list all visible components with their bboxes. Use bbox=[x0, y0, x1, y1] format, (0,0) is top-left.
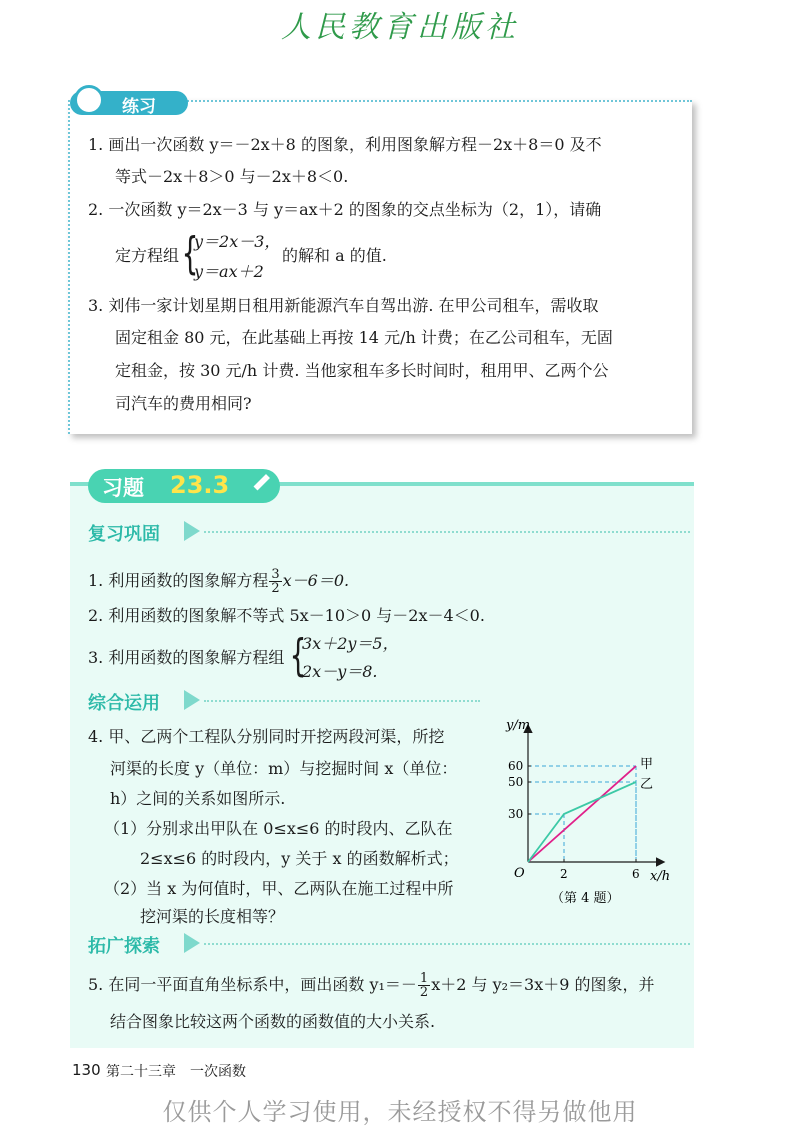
practice-q3-line2: 固定租金 80 元，在此基础上再按 14 元/h 计费；在乙公司租车，无固 bbox=[115, 328, 613, 347]
exercise-q5-line2: 结合图象比较这两个函数的函数值的大小关系. bbox=[110, 1012, 436, 1031]
exercise-q1-num: 3 bbox=[271, 567, 280, 582]
exercise-q4-line3: h）之间的关系如图所示. bbox=[110, 789, 286, 808]
origin-label: O bbox=[514, 866, 525, 881]
series-line-yi bbox=[528, 782, 636, 862]
exercise-q2: 2. 利用函数的图象解不等式 5x－10＞0 与－2x－4＜0. bbox=[88, 606, 485, 625]
system-brace: { bbox=[181, 228, 199, 279]
y-tick-label: 60 bbox=[508, 759, 524, 773]
y-tick-label: 30 bbox=[508, 807, 524, 821]
practice-q1-line2: 等式－2x＋8＞0 与－2x＋8＜0. bbox=[115, 167, 349, 186]
exercise-q1-suffix: x－6＝0. bbox=[282, 571, 350, 590]
chapter-title: 第二十三章 一次函数 bbox=[106, 1064, 246, 1080]
exercise-number: 23.3 bbox=[170, 471, 230, 499]
practice-icon bbox=[74, 85, 104, 115]
section-comprehensive-arrow bbox=[184, 690, 200, 710]
practice-q2-prefix: 定方程组 bbox=[115, 246, 180, 265]
exercise-q4-sub2-line1: （2）当 x 为何值时，甲、乙两队在施工过程中所 bbox=[104, 879, 454, 898]
exercise-q5-suffix: x＋2 与 y₂＝3x＋9 的图象，并 bbox=[431, 975, 655, 994]
exercise-q4-sub1-line1: （1）分别求出甲队在 0≤x≤6 的时段内、乙队在 bbox=[104, 819, 453, 838]
exercise-q4-line1: 4. 甲、乙两个工程队分别同时开挖两段河渠，所挖 bbox=[88, 727, 445, 746]
series-label-yi: 乙 bbox=[640, 777, 654, 792]
exercise-q3-eq2: 2x－y＝8. bbox=[302, 662, 378, 681]
section-review-heading: 复习巩固 bbox=[88, 524, 160, 545]
x-tick-label: 2 bbox=[560, 867, 568, 881]
page-number: 130 bbox=[72, 1061, 101, 1079]
y-tick-label: 50 bbox=[508, 775, 524, 789]
practice-q2-eq1: y＝2x－3， bbox=[194, 232, 281, 251]
exercise-q4-sub2-line2: 挖河渠的长度相等？ bbox=[140, 907, 285, 926]
pencil-icon bbox=[244, 470, 274, 500]
exercise-q5-num: 1 bbox=[419, 971, 429, 986]
section-extension-heading: 拓广探索 bbox=[88, 936, 160, 957]
exercise-q1 bbox=[88, 568, 349, 595]
practice-q1-line1: 1. 画出一次函数 y＝－2x＋8 的图象，利用图象解方程－2x＋8＝0 及不 bbox=[88, 135, 602, 154]
exercise-q5-fraction bbox=[418, 972, 430, 999]
section-comprehensive-divider bbox=[204, 700, 480, 702]
watermark: 仅供个人学习使用，未经授权不得另做他用 bbox=[162, 1098, 638, 1126]
exercise-q5-prefix: 5. 在同一平面直角坐标系中，画出函数 y₁＝－ bbox=[88, 975, 417, 994]
exercise-q5-den: 2 bbox=[419, 985, 429, 1000]
series-label-jia: 甲 bbox=[640, 757, 654, 772]
chart-caption: （第 4 题） bbox=[551, 891, 620, 906]
section-comprehensive-heading: 综合运用 bbox=[88, 693, 160, 714]
function-graph bbox=[488, 712, 693, 912]
practice-tab bbox=[70, 91, 188, 115]
practice-q2-eq2: y＝ax＋2 bbox=[194, 262, 264, 281]
practice-q3-line4: 司汽车的费用相同? bbox=[115, 394, 252, 413]
section-extension-divider bbox=[204, 943, 690, 945]
exercise-q1-prefix: 1. 利用函数的图象解方程 bbox=[88, 571, 269, 590]
section-review-arrow bbox=[184, 521, 200, 541]
exercise-q1-fraction bbox=[269, 568, 281, 595]
section-extension-arrow bbox=[184, 933, 200, 953]
practice-q3-line1: 3. 刘伟一家计划星期日租用新能源汽车自驾出游. 在甲公司租车，需收取 bbox=[88, 296, 599, 315]
exercise-q3-brace: { bbox=[289, 630, 307, 681]
practice-title: 练习 bbox=[122, 97, 156, 117]
x-axis-label: x/h bbox=[650, 869, 671, 884]
practice-q2-suffix: 的解和 a 的值. bbox=[282, 246, 387, 265]
exercise-label: 习题 bbox=[102, 476, 144, 500]
section-review-divider bbox=[204, 531, 690, 533]
exercise-q5-line1 bbox=[88, 972, 655, 999]
exercise-q1-den: 2 bbox=[271, 581, 280, 596]
exercise-q4-sub1-line2: 2≤x≤6 的时段内，y 关于 x 的函数解析式； bbox=[140, 849, 459, 868]
y-axis-label: y/m bbox=[506, 718, 531, 733]
publisher-title: 人民教育出版社 bbox=[281, 10, 519, 45]
x-tick-label: 6 bbox=[632, 867, 640, 881]
exercise-q3-prefix: 3. 利用函数的图象解方程组 bbox=[88, 648, 285, 667]
practice-q2-line1: 2. 一次函数 y＝2x－3 与 y＝ax＋2 的图象的交点坐标为（2，1），请确 bbox=[88, 200, 602, 219]
practice-q3-line3: 定租金，按 30 元/h 计费. 当他家租车多长时间时，租用甲、乙两个公 bbox=[115, 361, 609, 380]
exercise-q4-line2: 河渠的长度 y（单位：m）与挖掘时间 x（单位： bbox=[110, 759, 458, 778]
exercise-q3-eq1: 3x＋2y＝5， bbox=[302, 634, 399, 653]
